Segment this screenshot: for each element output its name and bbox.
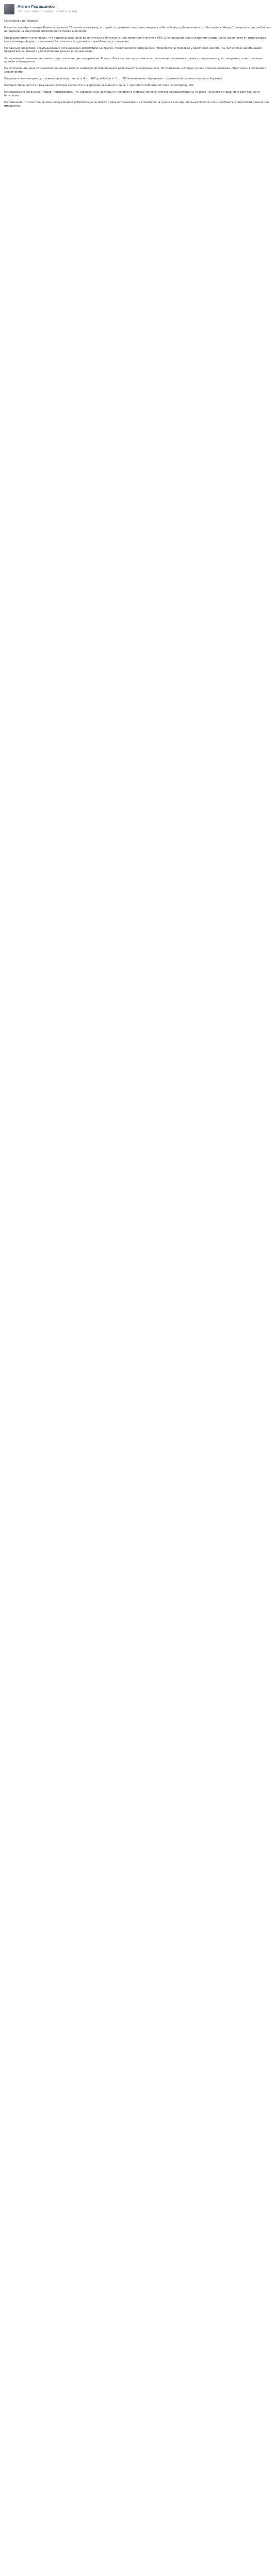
post-meta xyxy=(18,4,77,14)
subtitle-left[interactable]: Запись Главно с мира xyxy=(18,10,54,13)
post-paragraph: Правоохранители установили, что задержанный никогда не служил в батальоне и не принимал участия в АТО. Для придания своим действиям видимости законности он использовал камуфляжную форму с шевронами батальона и поддельное служебное удостоверение. xyxy=(4,36,266,43)
post-paragraph: Командование батальона "Айдар" подтвердило, что задержанный никогда не числился в списках личного состава подразделения и не имел никакого отношения к деятельности батальона. xyxy=(4,91,260,98)
post-paragraph: Самозванец из "Айдара" xyxy=(4,20,39,23)
post-paragraph: Задержанный оказывал активное сопротивление при задержании. В ходе обыска по месту его жительства изъяты форменная одежда, поддельные удостоверения, огнестрельное оружие и боеприпасы. xyxy=(4,57,263,64)
post-header xyxy=(0,0,276,19)
author-avatar[interactable] xyxy=(4,4,14,14)
author-name[interactable]: Антон Геращенко xyxy=(18,5,55,9)
post-paragraph: Напоминаем, что настоящие военнослужащие и добровольцы не имеют права останавливать автомобили на трассах вне официальных блокпостов и требовать у водителей деньги или имущество. xyxy=(4,101,269,108)
subtitle-separator: · xyxy=(54,10,57,13)
post-paragraph: По данным следствия, злоумышленник останавливал автомобили на трассе, представлялся сотрудником "блокпоста" и требовал у водителей документы. Затем под надуманными предлогами он изымал у потерпевших деньги и ценные вещи. xyxy=(4,46,262,54)
post-subtitle xyxy=(18,9,77,14)
subtitle-right: 2 часа назад xyxy=(56,10,77,13)
post-paragraph: На сегодняшний день установлено не менее девяти эпизодов противоправной деятельности задержанного. Потерпевшие, которые узнали злоумышленника, обратились в полицию с заявлениями. xyxy=(4,67,267,74)
post-paragraph: Следователями открыто уголовное производство по ч. 4 ст. 187 (разбой) и ч. 1 ст. 263 (незаконное обращение с оружием) Уголовного кодекса Украины. xyxy=(4,77,223,81)
post-paragraph: Полиция обращается к гражданам, которые могли стать жертвами указанного лица, с просьбой сообщить об этом по телефону 102. xyxy=(4,84,194,88)
post-body xyxy=(0,19,276,2576)
post-paragraph: В начале декабря полиция Киева задержала 35-летнего мужчину, который, по данным следствия, выдавая себя за бойца добровольческого батальона "Айдар", совершил ряд разбойных нападений на водителей автомобилей в Киеве и области. xyxy=(4,26,271,33)
